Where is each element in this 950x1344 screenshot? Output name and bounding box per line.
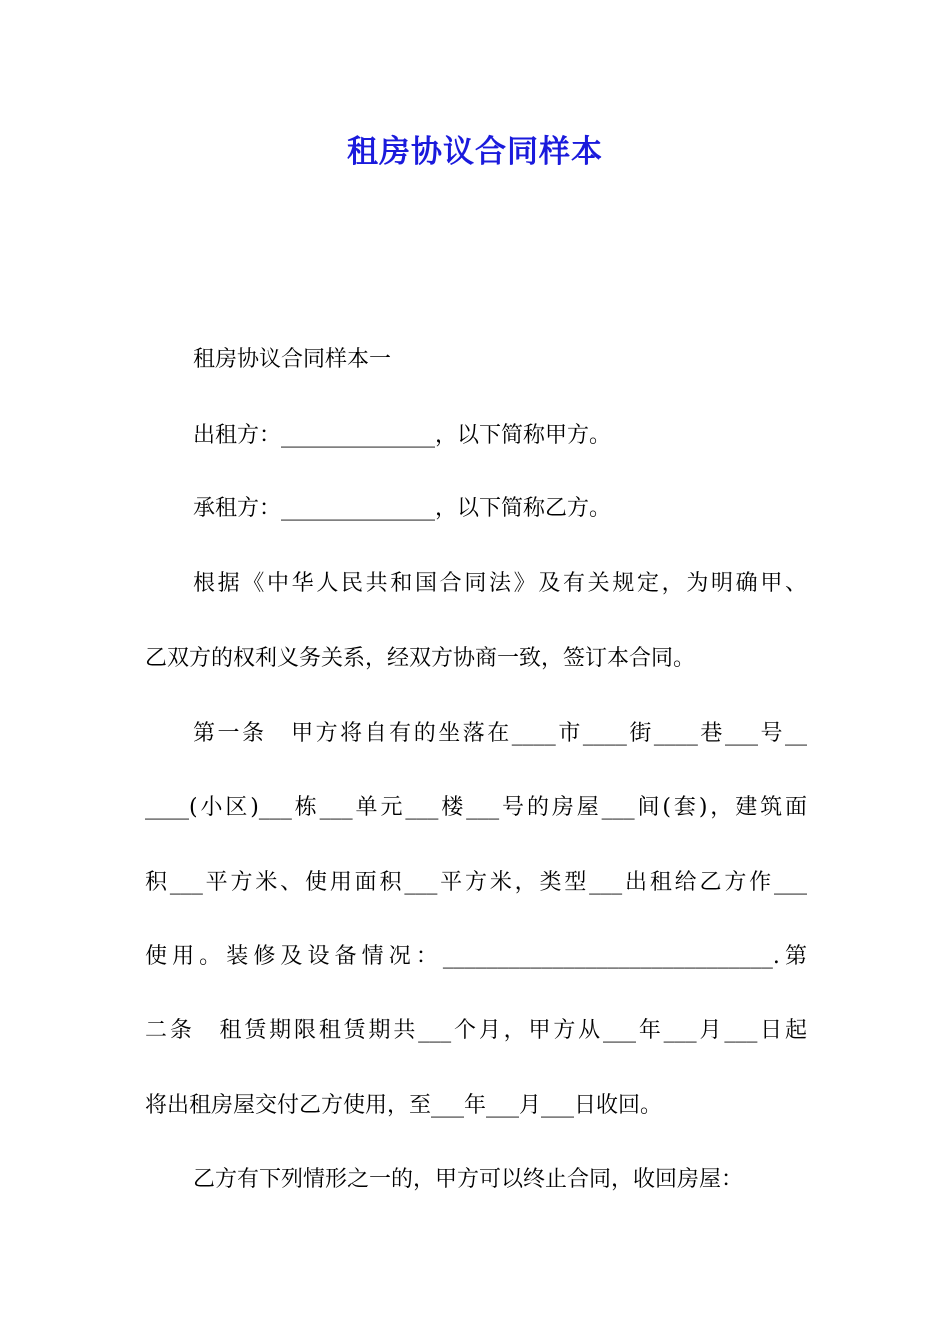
paragraph-line: 使用。装修及设备情况：______________________________.第 <box>145 944 807 969</box>
lessee-line: 承租方：______________，以下简称乙方。 <box>193 496 612 521</box>
paragraph-line: 将出租房屋交付乙方使用，至___年___月___日收回。 <box>145 1093 663 1118</box>
termination-line: 乙方有下列情形之一的，甲方可以终止合同，收回房屋： <box>193 1167 744 1192</box>
paragraph-line: 根据《中华人民共和国合同法》及有关规定，为明确甲、 <box>193 571 807 596</box>
article-one-line: 第一条 甲方将自有的坐落在____市____街____巷___号__ <box>193 721 807 746</box>
paragraph-line: 乙双方的权利义务关系，经双方协商一致，签订本合同。 <box>145 646 696 671</box>
paragraph-line: 积___平方米、使用面积___平方米，类型___出租给乙方作___ <box>145 870 807 895</box>
article-two-line: 二条 租赁期限租赁期共___个月，甲方从___年___月___日起 <box>145 1018 807 1043</box>
document-title: 租房协议合同样本 <box>347 134 603 170</box>
paragraph-line: ____(小区)___栋___单元___楼___号的房屋___间(套)，建筑面 <box>145 795 807 820</box>
lessor-line: 出租方：______________，以下简称甲方。 <box>193 423 612 448</box>
subtitle-line: 租房协议合同样本一 <box>193 347 392 372</box>
